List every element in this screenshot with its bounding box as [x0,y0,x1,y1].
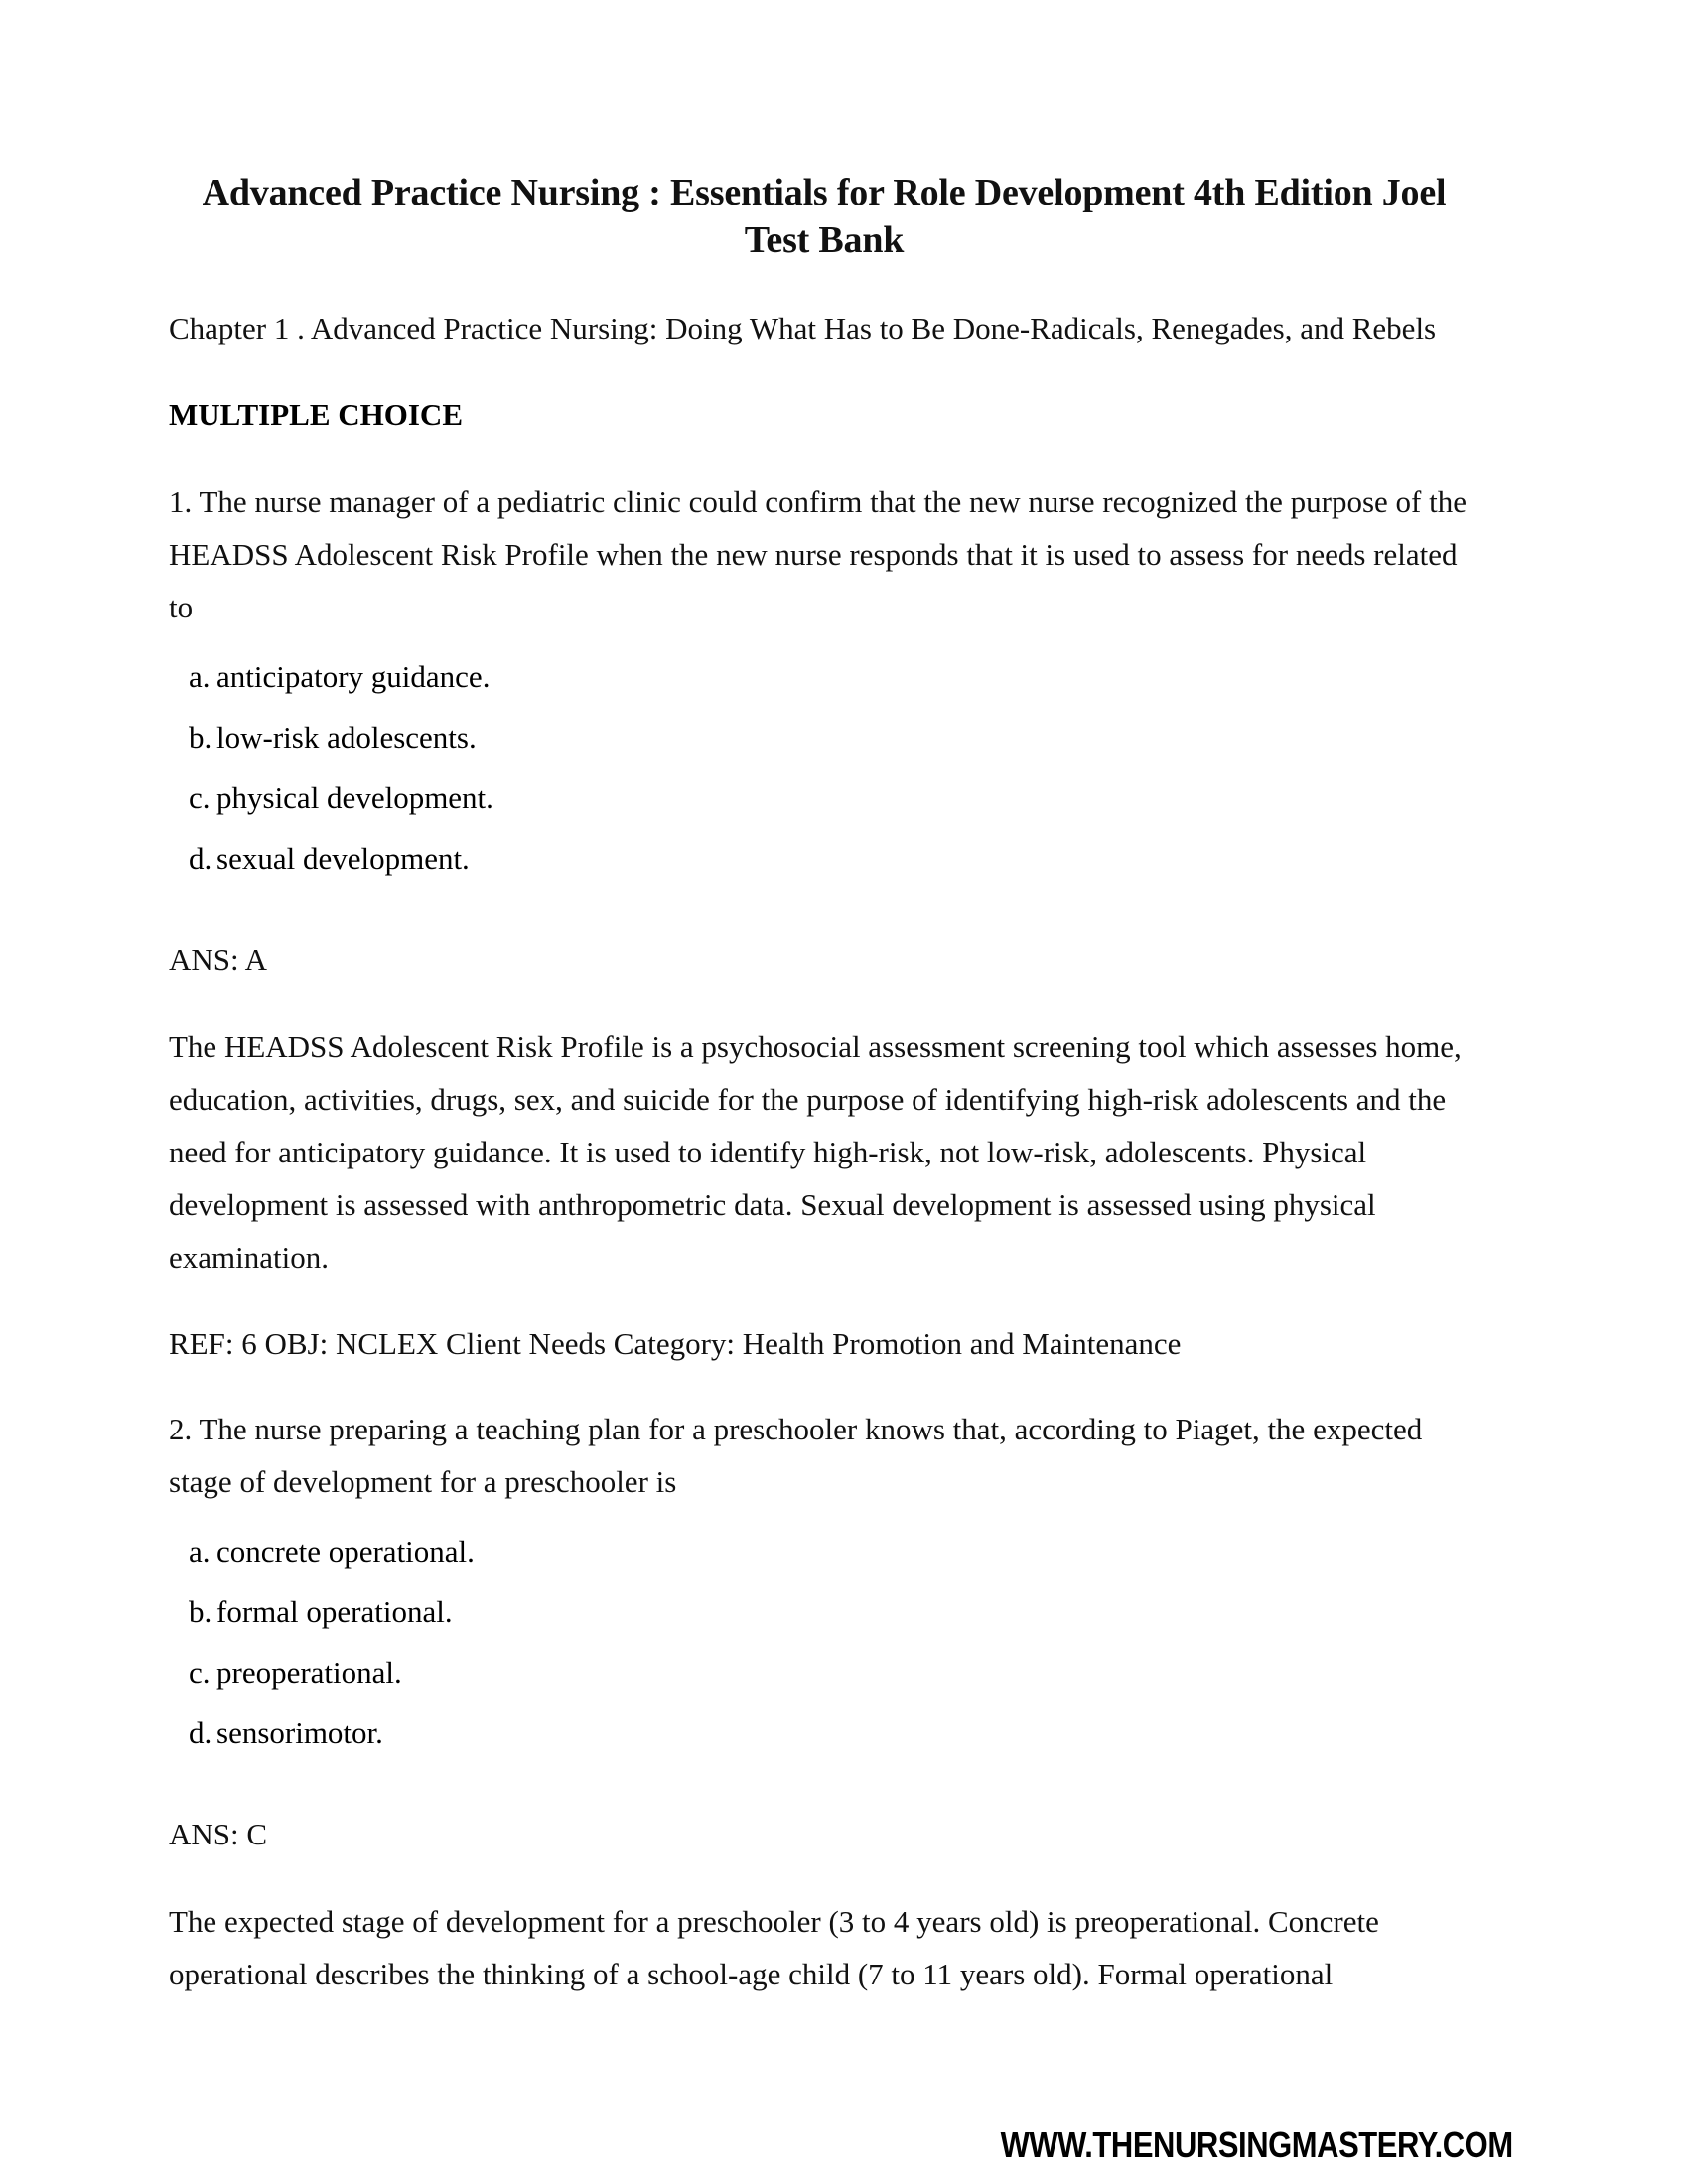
option-marker: d. [189,841,212,876]
option-text: sexual development. [216,841,470,876]
option-marker: a. [189,659,211,694]
option-text: low-risk adolescents. [216,720,477,754]
option-marker: c. [189,780,211,815]
option-marker: d. [189,1715,212,1750]
option-marker: b. [189,720,212,754]
list-item[interactable] [169,841,1479,901]
list-item[interactable] [169,659,1479,720]
list-item[interactable] [169,1534,1479,1594]
question-1-reference: REF: 6 OBJ: NCLEX Client Needs Category: Health Promotion and Maintenance [169,1326,1182,1361]
footer-watermark: WWW.THENURSINGMASTERY.COM [1000,2124,1513,2165]
list-item[interactable] [169,1715,1479,1776]
option-marker: a. [189,1534,211,1569]
section-heading-multiple-choice: MULTIPLE CHOICE [169,397,463,432]
chapter-subtitle: Chapter 1 . Advanced Practice Nursing: Doing What Has to Be Done-Radicals, Renegades, and Rebels [169,311,1437,345]
document-content [169,0,1479,2000]
question-1-stem: 1. The nurse manager of a pediatric clinic could confirm that the new nurse recognized the purpose of the HEADSS Adolescent Risk Profile when the new nurse responds that it is used to assess for needs related to [169,484,1467,624]
page-title: Advanced Practice Nursing : Essentials for Role Development 4th Edition Joel Test Bank [202,172,1447,261]
question-1-options [169,633,1479,901]
option-marker: c. [189,1655,211,1690]
question-1-rationale: The HEADSS Adolescent Risk Profile is a psychosocial assessment screening tool which assesses home, education, activities, drugs, sex, and suicide for the purpose of identifying high-risk adolescents and the need for anticipatory guidance. It is used to identify high-risk, not low-risk, adolescents. Physical development is assessed with anthropometric data. Sexual development is assessed using physical examination. [169,1029,1462,1275]
question-2-answer: ANS: C [169,1817,268,1851]
list-item[interactable] [169,1655,1479,1715]
option-text: concrete operational. [216,1534,475,1569]
option-text: sensorimotor. [216,1715,383,1750]
option-text: formal operational. [216,1594,453,1629]
option-marker: b. [189,1594,212,1629]
option-text: physical development. [216,780,493,815]
question-2-stem: 2. The nurse preparing a teaching plan for a preschooler knows that, according to Piaget, the expected stage of development for a preschooler is [169,1412,1423,1499]
option-text: preoperational. [216,1655,402,1690]
list-item[interactable] [169,1594,1479,1655]
option-text: anticipatory guidance. [216,659,491,694]
list-item[interactable] [169,780,1479,841]
question-2-rationale: The expected stage of development for a preschooler (3 to 4 years old) is preoperational. Concrete operational describes the thinking of a school-age child (7 to 11 years old). Formal operational [169,1904,1379,1991]
question-2-options [169,1508,1479,1776]
list-item[interactable] [169,720,1479,780]
question-1-answer: ANS: A [169,942,268,977]
